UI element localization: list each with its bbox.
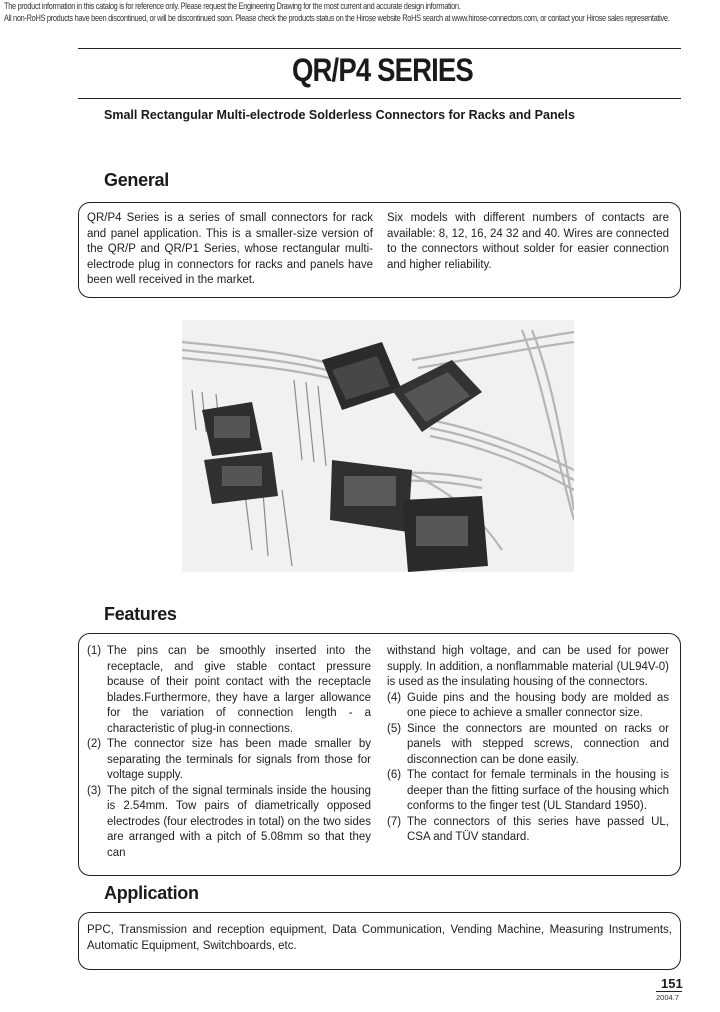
feature-number: (5) [387,722,402,735]
feature-number: (7) [387,815,402,828]
general-box [78,202,681,298]
feature-item-1 [87,644,371,737]
feature-number: (4) [387,691,402,704]
feature-item-6 [387,768,669,815]
feature-text: The connectors of this series have passed UL, CSA and TÜV standard. [407,815,669,843]
features-column-left [87,644,371,861]
feature-number: (2) [87,738,102,750]
feature-item-5 [387,722,669,769]
catalog-notice-line-1: The product information in this catalog is for reference only. Please request the Engineering Drawing for the most current and accurate design information. [4,1,461,12]
application-box [78,912,681,970]
series-title: QR/P4 SERIES [292,52,473,88]
header-bottom-rule [78,98,681,99]
connector-photo-illustration [182,320,574,572]
feature-number: (3) [87,784,102,797]
product-photo [182,320,574,572]
features-column-right [387,644,669,846]
feature-number: (1) [87,645,102,657]
features-heading: Features [104,604,177,624]
application-text: PPC, Transmission and reception equipment, Data Communication, Vending Machine, Measuring Instruments, Automatic Equipment, Switchboards, etc. [87,924,672,952]
feature-text: The connector size has been made smaller by separating the terminals for signals from those for voltage supply. [107,738,371,781]
feature-text: withstand high voltage, and can be used for power supply. In addition, a nonflammable material (UL94V-0) is used as the insulating housing of the connectors. [387,645,669,688]
application-heading: Application [104,883,199,903]
features-box [78,633,681,876]
feature-item-7 [387,815,669,846]
feature-item-3 [87,784,371,862]
feature-item-2 [87,737,371,784]
feature-number: (6) [387,769,402,781]
general-text-left: QR/P4 Series is a series of small connectors for rack and panel application. This is a smaller-size version of the QR/P and QR/P1 Series, whose rectangular multi-electrode plug in connectors for racks and panels have been well received in the market. [87,212,373,286]
feature-text: Guide pins and the housing body are molded as one piece to achieve a smaller connector size. [407,691,669,719]
feature-text: Since the connectors are mounted on racks or panels with stepped screws, connection and disconnection can be done easily. [407,722,669,766]
general-text-right: Six models with different numbers of contacts are available: 8, 12, 16, 24 32 and 40. Wires are connected to the connectors without solder for easier connection and higher reliability. [387,212,669,271]
series-subtitle: Small Rectangular Multi-electrode Solderless Connectors for Racks and Panels [104,108,575,122]
general-heading: General [104,170,169,190]
feature-item-4 [387,691,669,722]
feature-item-3-continued [387,644,669,691]
page-number: 151 [661,976,683,991]
header-top-rule [78,48,681,49]
feature-text: The contact for female terminals in the housing is deeper than the fitting surface of the housing which conforms to the finger test (UL Standard 1950). [407,769,669,812]
page-number-rule [656,991,682,992]
catalog-notice-line-2: All non-RoHS products have been discontinued, or will be discontinued soon. Please check the products status on the Hirose website RoHS search at www.hirose-connectors.com, or contact your Hirose sales representative. [4,13,670,24]
feature-text: The pitch of the signal terminals inside the housing is 2.54mm. Tow pairs of diametrically opposed electrodes (four electrodes in total) on the two sides are arranged with a pitch of 5.08mm so that they can [107,784,371,859]
page-date-code: 2004.7 [656,993,679,1002]
feature-text: The pins can be smoothly inserted into the receptacle, and give stable contact pressure bcause of their point contact with the receptacle blades.Furthermore, they have a larger allowance for the variation of connection length - a characteristic of plug-in connections. [107,645,371,735]
